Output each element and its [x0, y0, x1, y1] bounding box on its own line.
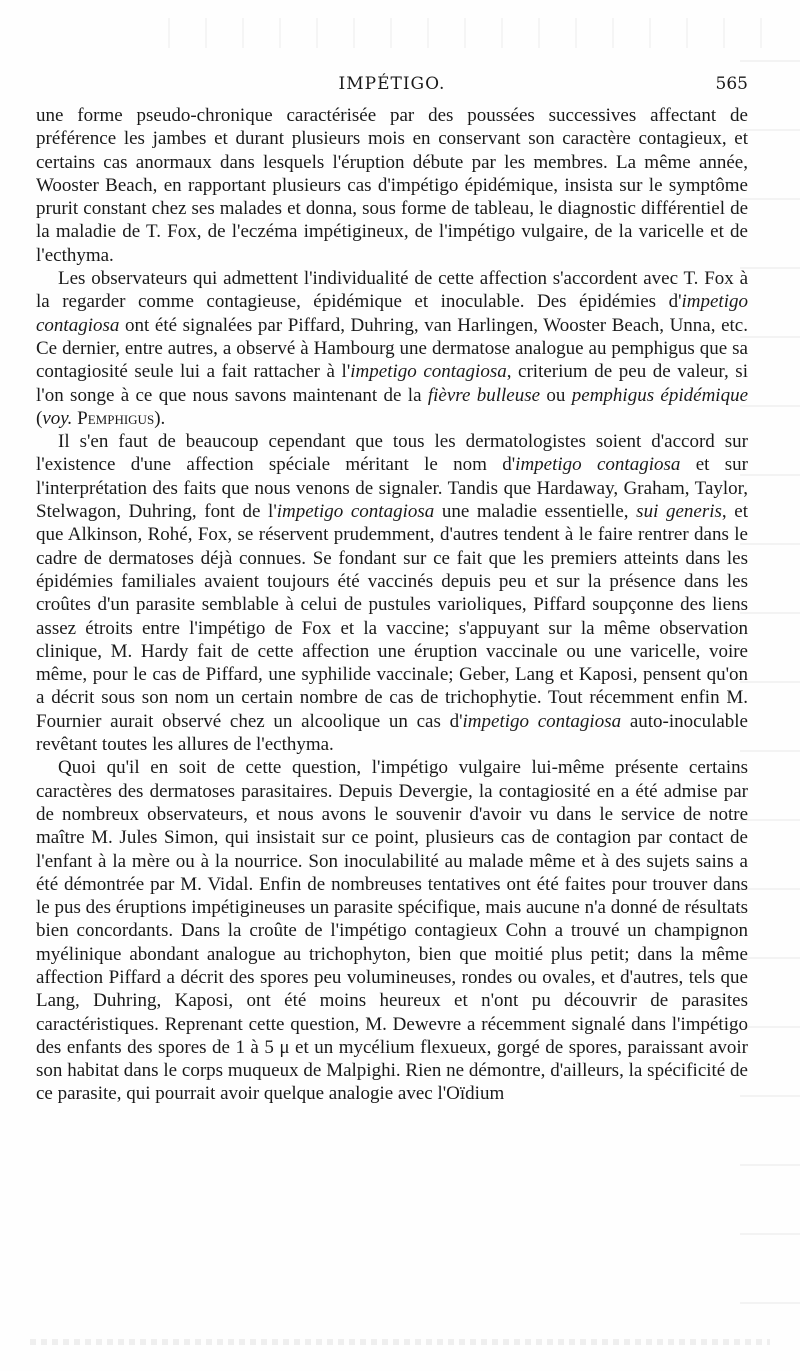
- print-noise-top: [150, 18, 770, 48]
- italic-text: fièvre bulleuse: [427, 384, 541, 406]
- text-run: une maladie essentielle,: [434, 501, 637, 523]
- print-noise-right-margin: [740, 20, 800, 1350]
- paragraph: [36, 104, 748, 267]
- italic-text: pemphigus épidémique: [571, 384, 749, 406]
- text-run: , criterium de peu de valeur, si l'on songe à ce que nous savons maintenant de la: [36, 361, 748, 406]
- body-text: [36, 104, 748, 1106]
- paragraph: [36, 756, 748, 1105]
- text-run: Quoi qu'il en soit de cette question, l'impétigo vulgaire lui-même présente certains caractères des dermatoses parasitaires. Depuis Devergie, la contagiosité en a été admise par de nombreux observateurs, et nous avons le souvenir d'avoir vu dans le service de notre maître M. Jules Simon, qui insistait sur ce point, plusieurs cas de contagion par contact de l'enfant à la mère ou à la nourrice. Son inoculabilité au malade même et à des sujets sains a été démontrée par M. Vidal. Enfin de nombreuses tentatives ont été faites pour trouver dans le pus des éruptions impétigineuses un parasite spécifique, mais aucune n'a donné de résultats bien concordants. Dans la croûte de l'impétigo contagieux Cohn a trouvé un champignon myélinique abondant analogue au trichophyton, bien que moitié plus petit; dans la même affection Piffard a décrit des spores peu volumineuses, rondes ou ovales, et d'autres, tels que Lang, Duhring, Kaposi, ont été moins heureux et n'ont pu découvrir de parasites caractéristiques. Reprenant cette question, M. Dewevre a récemment signalé dans l'impétigo des enfants des spores de 1 à 5 μ et un mycélium flexueux, gorgé de spores, paraissant avoir son habitat dans le corps muqueux de Malpighi. Rien ne démontre, d'ailleurs, la spécificité de ce parasite, qui pourrait avoir quelque analogie avec l'Oïdium: [36, 757, 748, 1105]
- text-run: (: [36, 407, 43, 429]
- text-run: ou: [540, 384, 572, 406]
- text-run: , et que Alkinson, Rohé, Fox, se réservent prudemment, d'autres tendent à le faire rentrer dans le cadre de dermatoses déjà connues. Se fondant sur ce fait que les premiers atteints dans les épidémies familiales avaient toujours été vaccinés depuis peu et sur la présence dans les croûtes d'un parasite semblable à celui de pustules varioliques, Piffard soupçonne des liens assez étroits entre l'impétigo de Fox et la vaccine; s'appuyant sur la même observation clinique, M. Hardy fait de cette affection une éruption vaccinale ou une varicelle, voire même, pour le cas de Piffard, une syphilide vaccinale; Geber, Lang et Kaposi, pensent qu'on a décrit sous son nom un certain nombre de cas de trichophytie. Tout récemment enfin M. Fournier aurait observé chez un alcoolique un cas d': [36, 501, 748, 732]
- italic-text: sui generis: [636, 501, 722, 523]
- small-caps-text: Pemphigus: [77, 407, 155, 429]
- text-run: ont été signalées par Piffard, Duhring, van Harlingen, Wooster Beach, Unna, etc. Ce dernier, entre autres, a observé à Hambourg une dermatose analogue au pemphigus que sa contagiosité seule lui a fait rattacher à l': [36, 314, 748, 383]
- text-run: Les observateurs qui admettent l'individualité de cette affection s'accordent avec T. Fox à la regarder comme contagieuse, épidémique et inoculable. Des épidémies d': [36, 268, 748, 313]
- page-header: [36, 70, 748, 100]
- print-noise-bottom: [30, 1339, 770, 1345]
- text-run: ).: [154, 407, 166, 429]
- text-run: et sur l'interprétation des faits que nous venons de signaler. Tandis que Hardaway, Graham, Taylor, Stelwagon, Duhring, font de l': [36, 454, 748, 523]
- paragraph: [36, 430, 748, 756]
- italic-text: impetigo contagiosa: [276, 501, 435, 523]
- page-number: 565: [715, 74, 748, 94]
- text-run: auto-inoculable revêtant toutes les allures de l'ecthyma.: [36, 710, 748, 756]
- italic-text: impetigo contagiosa: [515, 454, 681, 476]
- running-title: IMPÉTIGO.: [338, 74, 446, 94]
- text-run: une forme pseudo-chronique caractérisée par des poussées successives affectant de préférence les jambes et durant plusieurs mois en conservant son caractère contagieux, et certains cas anormaux dans lesquels l'éruption débute par les membres. La même année, Wooster Beach, en rapportant plusieurs cas d'impétigo épidémique, insista sur le symptôme prurit constant chez ses malades et donna, sous forme de tableau, le diagnostic différentiel de la maladie de T. Fox, de l'eczéma impétigineux, de l'impétigo vulgaire, de la varicelle et de l'ecthyma.: [36, 105, 748, 266]
- italic-text: voy.: [42, 407, 73, 429]
- text-run: Il s'en faut de beaucoup cependant que tous les dermatologistes soient d'accord sur l'existence d'une affection spéciale méritant le nom d': [36, 431, 748, 476]
- paragraph: [36, 267, 748, 430]
- italic-text: impetigo contagiosa: [462, 710, 622, 732]
- italic-text: impetigo contagiosa: [36, 291, 748, 336]
- italic-text: impetigo contagiosa: [350, 361, 507, 383]
